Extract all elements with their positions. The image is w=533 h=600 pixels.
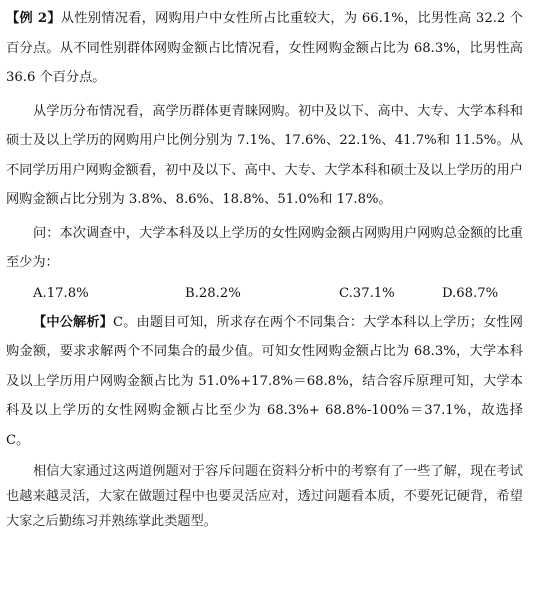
analysis-tag: 【中公解析】 [33, 314, 113, 330]
option-d: D.68.7% [442, 286, 499, 301]
gender-text: 从性别情况看，网购用户中女性所占比重较大，为 66.1%，比男性高 32.2 个百分点。从不同性别群体网购金额占比情况看，女性网购金额占比为 68.3%，比男性高 36.6 个百分点。 [6, 11, 523, 85]
answer-options [6, 280, 523, 308]
option-b: B.28.2% [185, 286, 241, 301]
analysis-text: C。由题目可知，所求存在两个不同集合：大学本科以上学历；女性网购金额，要求求解两个不同集合的最少值。可知女性网购金额占比为 68.3%，大学本科及以上学历用户网购金额占比为 51.0%+17.8%＝68.8%，结合容斥原理可知，大学本科及以上学历的女性网购金额占比至少为 68.3%+ 68.8%-100%＝37.1%，故选择 C。 [6, 314, 523, 448]
example-paragraph-education: 从学历分布情况看，高学历群体更青睐网购。初中及以下、高中、大专、大学本科和硕士及以上学历的网购用户比例分别为 7.1%、17.6%、22.1%、41.7%和 11.5%。从不同学历用户网购金额看，初中及以下、高中、大专、大学本科和硕士及以上学历的用户网购金额占比分别为 3.8%、8.6%、18.8%、51.0%和 17.8%。 [6, 103, 523, 207]
example-tag: 【例 2】 [6, 11, 61, 26]
option-a: A.17.8% [33, 286, 89, 301]
analysis-paragraph [6, 308, 523, 456]
closing-paragraph: 相信大家通过这两道例题对于容斥问题在资料分析中的考察有了一些了解，现在考试也越来越灵活，大家在做题过程中也要灵活应对，透过问题看本质，不要死记硬背，希望大家之后勤练习并熟练掌此类题型。 [6, 464, 523, 529]
option-c: C.37.1% [339, 286, 395, 301]
example-paragraph-gender [6, 4, 523, 93]
question-text: 问：本次调查中，大学本科及以上学历的女性网购金额占网购用户网购总金额的比重至少为： [6, 225, 523, 270]
